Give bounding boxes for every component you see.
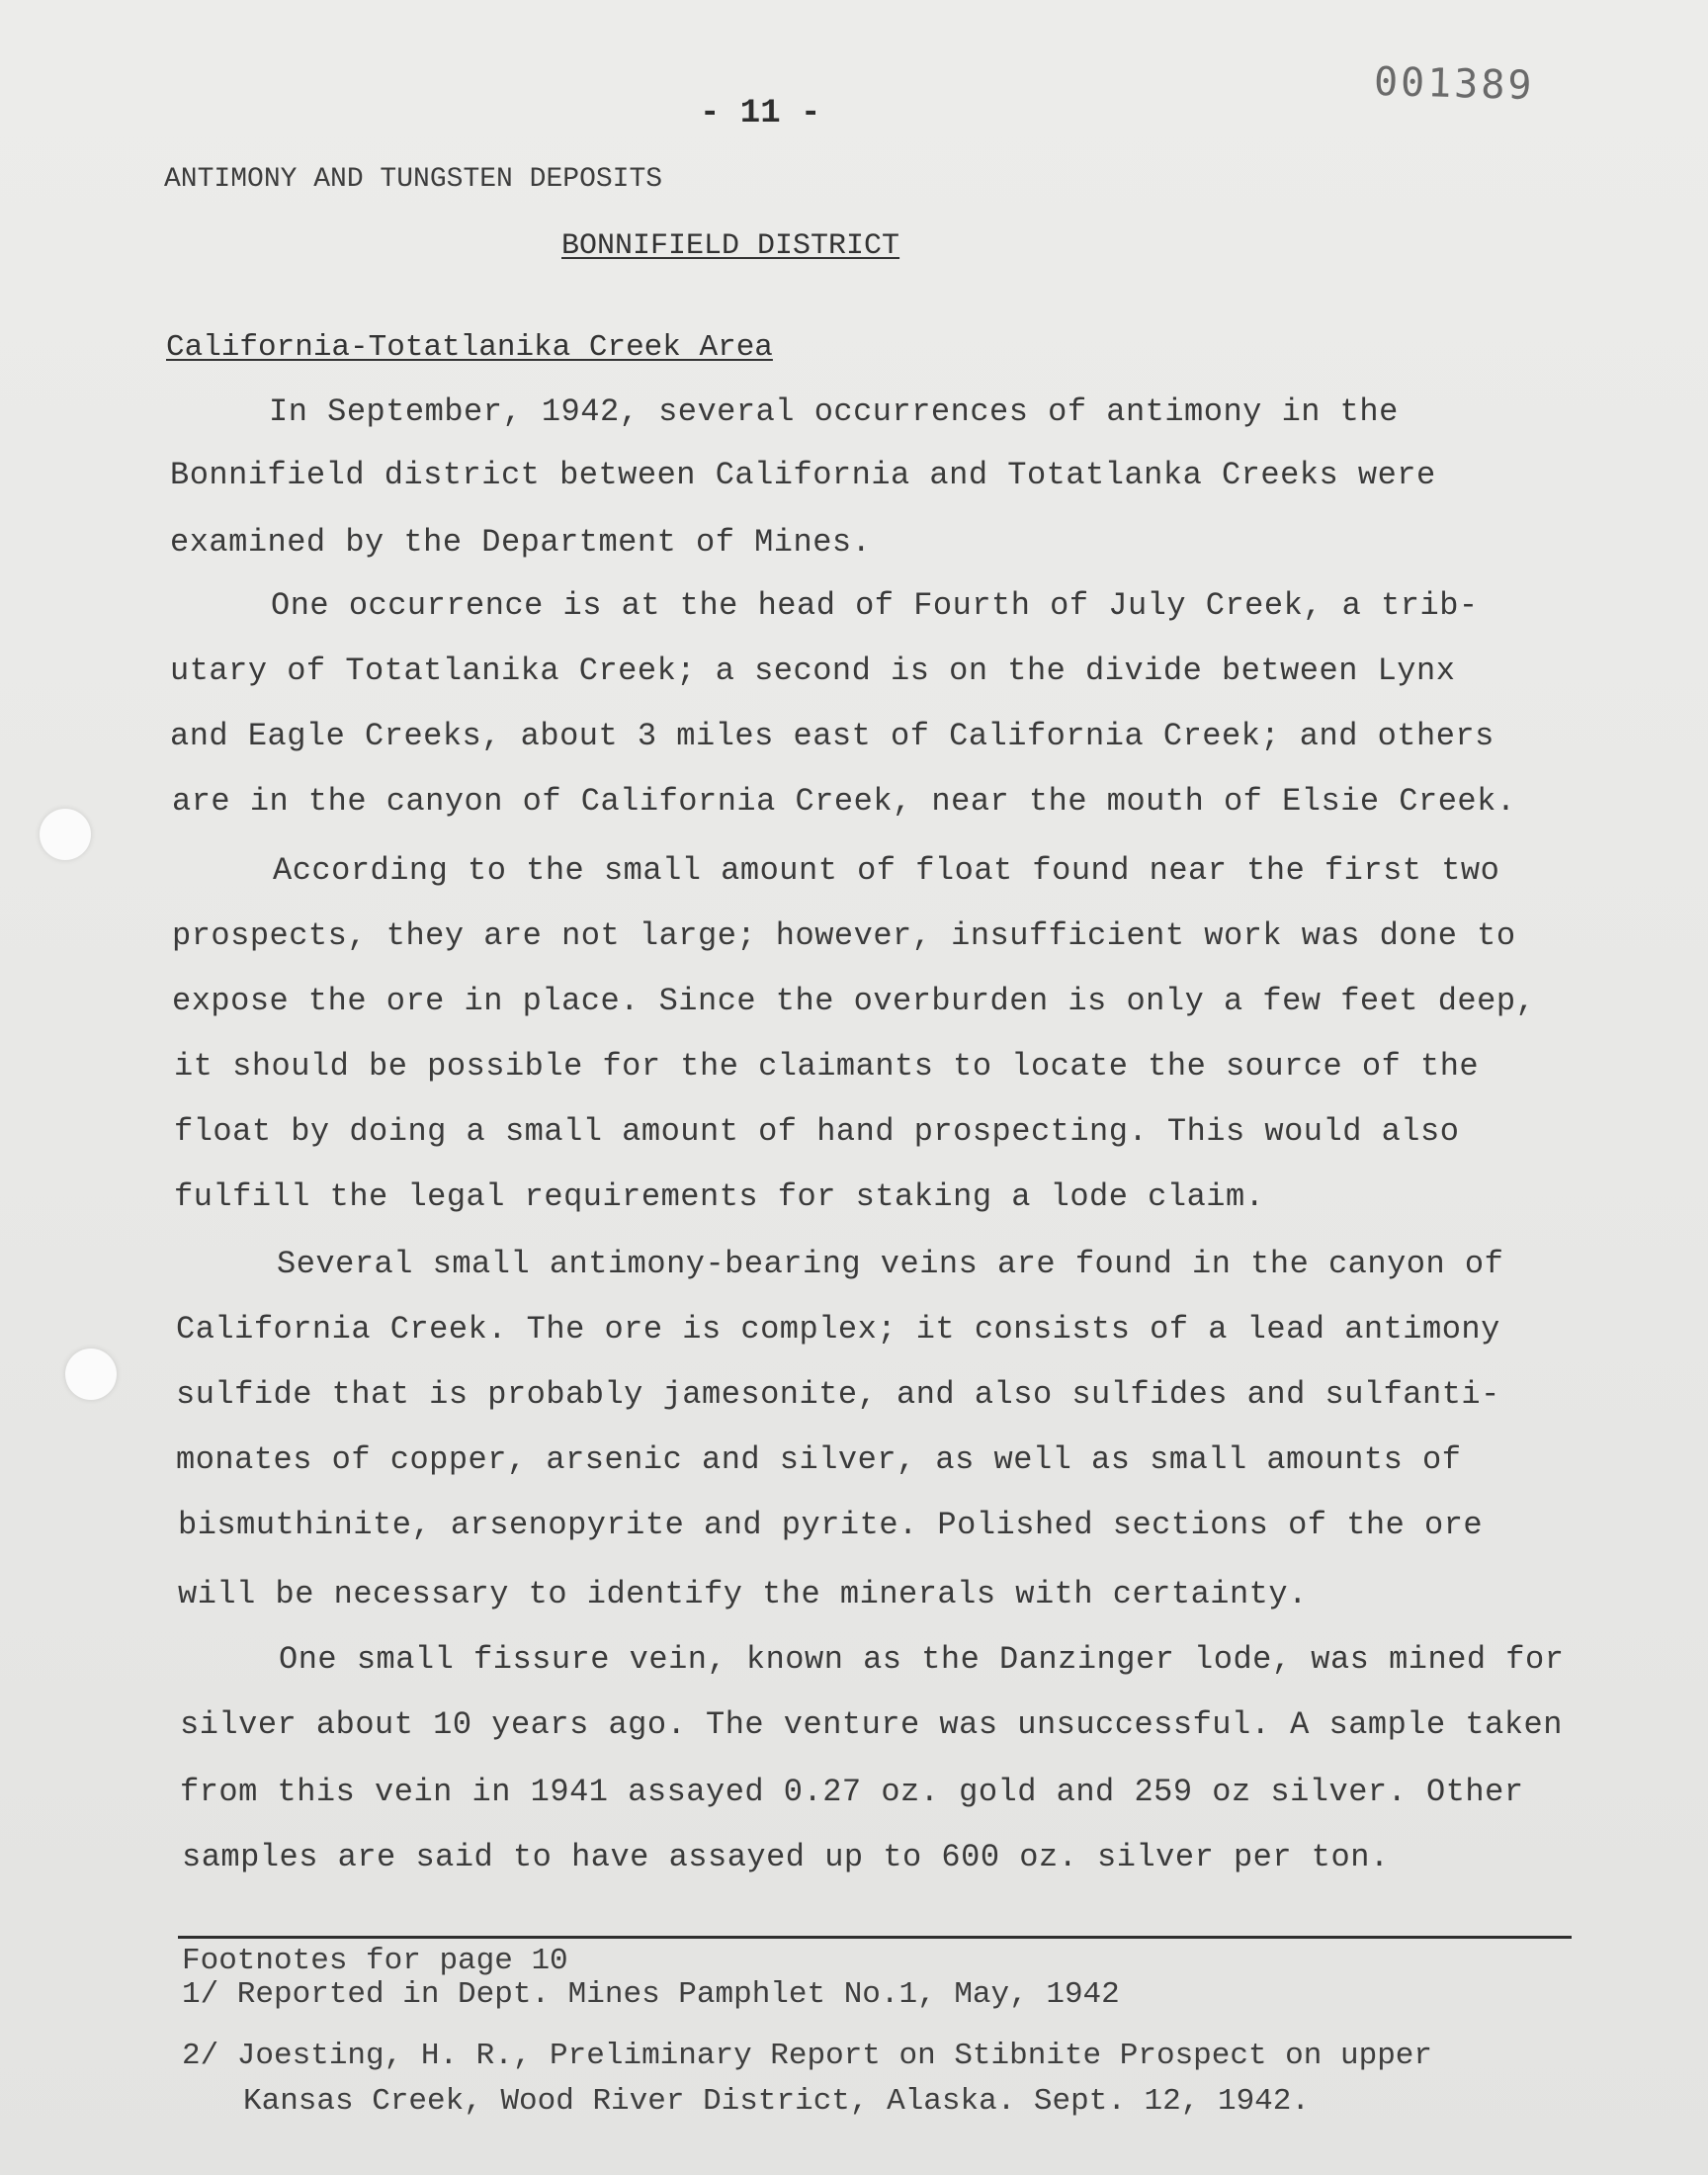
body-line: expose the ore in place. Since the overburden is only a few feet deep, bbox=[172, 983, 1536, 1019]
body-line: prospects, they are not large; however, insufficient work was done to bbox=[172, 917, 1516, 954]
body-line: from this vein in 1941 assayed 0.27 oz. gold and 259 oz silver. Other bbox=[180, 1774, 1524, 1810]
body-line: sulfide that is probably jamesonite, and also sulfides and sulfanti- bbox=[176, 1376, 1500, 1413]
body-line: examined by the Department of Mines. bbox=[170, 524, 872, 561]
body-line: samples are said to have assayed up to 600 oz. silver per ton. bbox=[182, 1839, 1390, 1875]
body-line: California Creek. The ore is complex; it consists of a lead antimony bbox=[176, 1311, 1500, 1348]
body-line: One small fissure vein, known as the Danzinger lode, was mined for bbox=[279, 1641, 1565, 1678]
body-line: silver about 10 years ago. The venture was unsuccessful. A sample taken bbox=[180, 1706, 1563, 1743]
body-line: will be necessary to identify the minerals with certainty. bbox=[178, 1576, 1308, 1612]
footnote-2-line-1: 2/ Joesting, H. R., Preliminary Report on Stibnite Prospect on upper bbox=[182, 2039, 1433, 2073]
footnotes-title: Footnotes for page 10 bbox=[182, 1944, 568, 1978]
report-title: ANTIMONY AND TUNGSTEN DEPOSITS bbox=[164, 164, 663, 195]
punch-hole-top bbox=[40, 809, 91, 860]
body-line: float by doing a small amount of hand prospecting. This would also bbox=[174, 1113, 1460, 1150]
body-line: are in the canyon of California Creek, near the mouth of Elsie Creek. bbox=[172, 783, 1516, 820]
punch-hole-bottom bbox=[65, 1348, 117, 1400]
section-heading: California-Totatlanika Creek Area bbox=[166, 330, 773, 365]
body-line: and Eagle Creeks, about 3 miles east of California Creek; and others bbox=[170, 718, 1494, 754]
district-title: BONNIFIELD DISTRICT bbox=[561, 229, 900, 263]
footnote-1: 1/ Reported in Dept. Mines Pamphlet No.1, May, 1942 bbox=[182, 1977, 1120, 2012]
body-line: In September, 1942, several occurrences of antimony in the bbox=[269, 393, 1399, 430]
body-line: Several small antimony-bearing veins are found in the canyon of bbox=[277, 1246, 1504, 1282]
page-number: - 11 - bbox=[700, 95, 821, 132]
footnote-2-line-2: Kansas Creek, Wood River District, Alaska. Sept. 12, 1942. bbox=[243, 2084, 1310, 2119]
body-line: According to the small amount of float found near the first two bbox=[273, 852, 1500, 889]
body-line: monates of copper, arsenic and silver, as well as small amounts of bbox=[176, 1441, 1462, 1478]
body-line: utary of Totatlanika Creek; a second is on the divide between Lynx bbox=[170, 652, 1456, 689]
body-line: Bonnifield district between California and Totatlanka Creeks were bbox=[170, 457, 1436, 493]
body-line: bismuthinite, arsenopyrite and pyrite. Polished sections of the ore bbox=[178, 1507, 1484, 1543]
body-line: it should be possible for the claimants to locate the source of the bbox=[174, 1048, 1480, 1085]
body-line: fulfill the legal requirements for staking a lode claim. bbox=[174, 1178, 1265, 1215]
document-number: 001389 bbox=[1373, 58, 1536, 110]
footnote-divider bbox=[178, 1936, 1572, 1939]
body-line: One occurrence is at the head of Fourth of July Creek, a trib- bbox=[271, 587, 1479, 624]
